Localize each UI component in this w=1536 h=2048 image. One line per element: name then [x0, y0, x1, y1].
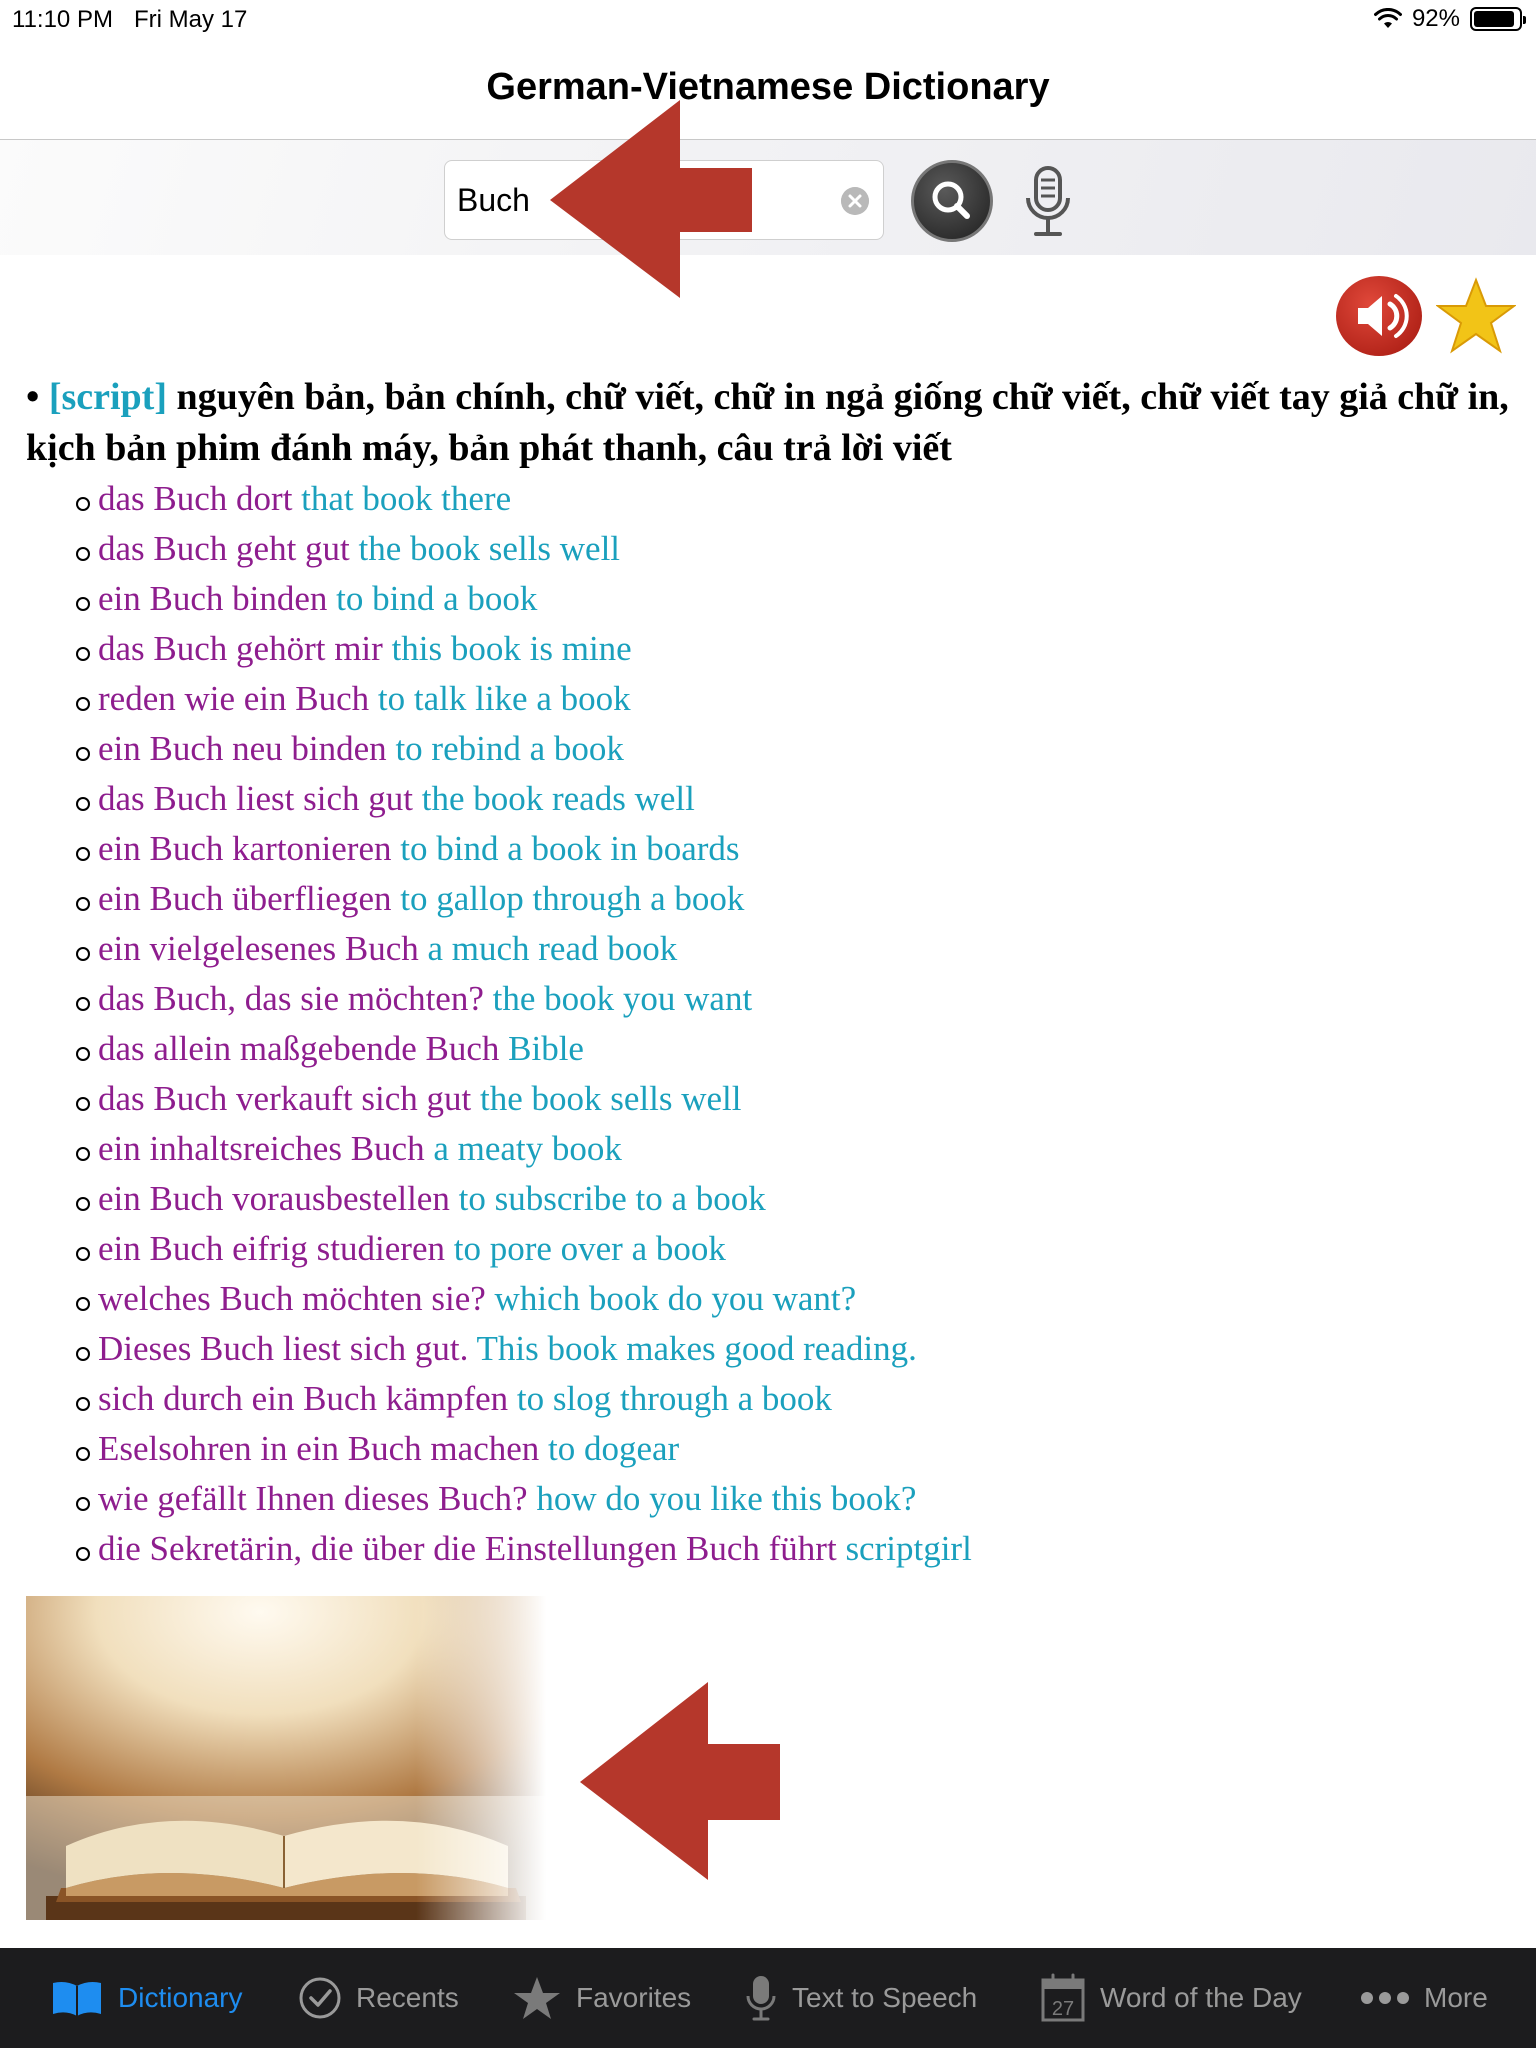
example-item [74, 1024, 1516, 1074]
battery-level [1474, 11, 1514, 27]
book-image [26, 1596, 546, 1920]
ellipsis-icon [1360, 1991, 1410, 2005]
calendar-day: 27 [1051, 1998, 1075, 2020]
english-translation: which book do you want? [494, 1279, 857, 1318]
example-item [74, 1224, 1516, 1274]
battery-percent: 92% [1411, 5, 1460, 32]
english-translation: Bible [508, 1029, 584, 1068]
tab-label: Favorites [576, 1982, 692, 2013]
pronounce-button[interactable] [1336, 276, 1422, 356]
english-translation: to talk like a book [377, 679, 631, 718]
tab-label: Dictionary [118, 1982, 243, 2013]
example-item [74, 974, 1516, 1024]
example-item [74, 874, 1516, 924]
definition-text: nguyên bản, bản chính, chữ viết, chữ in ngả giống chữ viết, chữ viết tay giả chữ in, kịch bản phim đánh máy, bản phát thanh, câu trả lời viết [26, 376, 1509, 469]
wifi-icon [1374, 8, 1402, 30]
english-translation: how do you like this book? [536, 1479, 917, 1518]
microphone-icon [744, 1974, 778, 2022]
arrow-annotation-search [550, 100, 755, 300]
english-translation: that book there [301, 479, 512, 518]
german-phrase: reden wie ein Buch [98, 679, 370, 718]
search-icon [914, 163, 990, 239]
english-translation: the book you want [492, 979, 753, 1018]
german-phrase: ein Buch eifrig studieren [98, 1229, 445, 1268]
page-title: German-Vietnamese Dictionary [486, 66, 1050, 108]
english-translation: scriptgirl [845, 1529, 972, 1568]
arrow-annotation-image [580, 1682, 782, 1882]
english-translation: the book sells well [358, 529, 621, 568]
tab-favorites[interactable] [512, 1948, 691, 2048]
navigation-bar [0, 40, 1536, 140]
example-list [74, 474, 1516, 1574]
english-translation: This book makes good reading. [476, 1329, 917, 1368]
german-phrase: sich durch ein Buch kämpfen [98, 1379, 509, 1418]
battery-icon [1470, 7, 1522, 31]
status-indicators [1374, 5, 1522, 33]
english-translation: to subscribe to a book [458, 1179, 766, 1218]
german-phrase: ein Buch vorausbestellen [98, 1179, 450, 1218]
example-item [74, 724, 1516, 774]
microphone-button[interactable] [1020, 162, 1076, 242]
tab-dictionary[interactable] [50, 1948, 242, 2048]
part-of-speech-tag[interactable]: [script] [48, 376, 167, 418]
german-phrase: das Buch, das sie möchten? [98, 979, 484, 1018]
german-phrase: Eselsohren in ein Buch machen [98, 1429, 540, 1468]
german-phrase: das Buch geht gut [98, 529, 350, 568]
search-button[interactable] [911, 160, 993, 242]
tab-label: Recents [356, 1982, 459, 2013]
german-phrase: ein inhaltsreiches Buch [98, 1129, 425, 1168]
tab-label: Text to Speech [792, 1982, 978, 2013]
german-phrase: wie gefällt Ihnen dieses Buch? [98, 1479, 528, 1518]
speaker-icon [1336, 276, 1422, 356]
star-icon [512, 1975, 562, 2021]
english-translation: to bind a book in boards [400, 829, 740, 868]
tab-label: Word of the Day [1100, 1982, 1302, 2013]
clear-icon[interactable] [841, 187, 869, 215]
book-icon [50, 1978, 104, 2018]
example-item [74, 574, 1516, 624]
example-item [74, 1424, 1516, 1474]
example-item [74, 1324, 1516, 1374]
clock-check-icon [298, 1976, 342, 2020]
tab-more[interactable] [1360, 1948, 1488, 2048]
german-phrase: ein Buch neu binden [98, 729, 387, 768]
status-bar [0, 0, 1536, 40]
german-phrase: das Buch verkauft sich gut [98, 1079, 472, 1118]
english-translation: a meaty book [433, 1129, 622, 1168]
english-translation: the book sells well [480, 1079, 742, 1118]
search-bar [0, 140, 1536, 255]
german-phrase: ein Buch überfliegen [98, 879, 392, 918]
example-item [74, 524, 1516, 574]
tab-word-of-the-day[interactable] [1040, 1948, 1302, 2048]
english-translation: to slog through a book [516, 1379, 832, 1418]
example-item [74, 1124, 1516, 1174]
english-translation: to pore over a book [453, 1229, 726, 1268]
german-phrase: welches Buch möchten sie? [98, 1279, 486, 1318]
example-item [74, 1074, 1516, 1124]
english-translation: the book reads well [421, 779, 695, 818]
example-item [74, 1524, 1516, 1574]
example-item [74, 674, 1516, 724]
example-item [74, 824, 1516, 874]
english-translation: a much read book [427, 929, 678, 968]
german-phrase: ein Buch kartonieren [98, 829, 392, 868]
german-phrase: das Buch liest sich gut [98, 779, 413, 818]
english-translation: this book is mine [391, 629, 632, 668]
example-item [74, 1474, 1516, 1524]
tab-bar [0, 1948, 1536, 2048]
status-time: 11:10 PM [12, 6, 113, 33]
english-translation: to rebind a book [395, 729, 624, 768]
example-item [74, 624, 1516, 674]
example-item [74, 774, 1516, 824]
german-phrase: das Buch gehört mir [98, 629, 383, 668]
example-item [74, 1374, 1516, 1424]
english-translation: to bind a book [336, 579, 538, 618]
german-phrase: das Buch dort [98, 479, 293, 518]
german-phrase: das allein maßgebende Buch [98, 1029, 500, 1068]
german-phrase: ein vielgelesenes Buch [98, 929, 419, 968]
english-translation: to dogear [548, 1429, 680, 1468]
german-phrase: Dieses Buch liest sich gut. [98, 1329, 469, 1368]
german-phrase: die Sekretärin, die über die Einstellungen Buch führt [98, 1529, 837, 1568]
tab-recents[interactable] [298, 1948, 459, 2048]
example-item [74, 924, 1516, 974]
english-translation: to gallop through a book [400, 879, 745, 918]
german-phrase: ein Buch binden [98, 579, 328, 618]
status-date: Fri May 17 [134, 6, 248, 33]
example-item [74, 1174, 1516, 1224]
tab-label: More [1424, 1982, 1488, 2013]
favorite-star-button[interactable] [1436, 276, 1516, 356]
definition: • [script] nguyên bản, bản chính, chữ viết, chữ in ngả giống chữ viết, chữ viết tay giả chữ in, kịch bản phim đánh máy, bản phát thanh, câu trả lời viết [26, 376, 1509, 469]
example-item [74, 1274, 1516, 1324]
calendar-icon [1040, 1972, 1086, 2024]
example-item [74, 474, 1516, 524]
tab-text-to-speech[interactable] [744, 1948, 977, 2048]
dictionary-entry [26, 372, 1516, 1574]
